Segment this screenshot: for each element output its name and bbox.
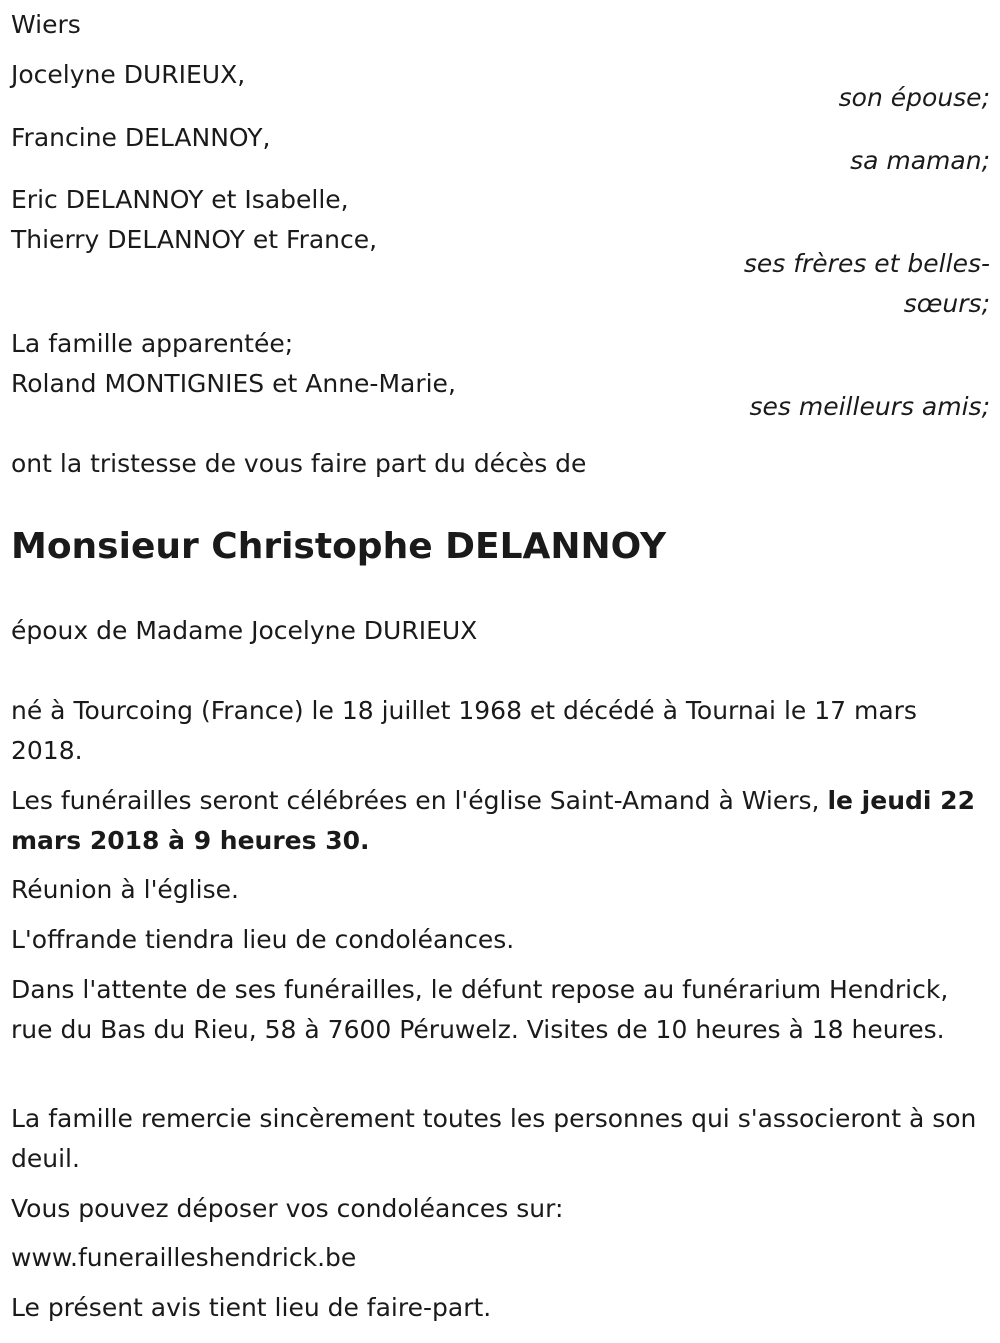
spouse-name: Jocelyne DURIEUX, [11, 60, 246, 89]
wake-info: Dans l'attente de ses funérailles, le défunt repose au funérarium Hendrick, rue du Bas du Rieu, 58 à 7600 Péruwelz. Visites de 10 heures à 18 heures. [11, 975, 949, 1044]
funeral-text: Les funérailles seront célébrées en l'église Saint-Amand à Wiers, [11, 786, 828, 815]
funeral-info [11, 781, 991, 861]
meeting-info: Réunion à l'église. [11, 875, 239, 904]
spouse-role: son épouse; [838, 83, 990, 112]
announcement-intro: ont la tristesse de vous faire part du décès de [11, 449, 587, 478]
birth-death-info: né à Tourcoing (France) le 18 juillet 1968 et décédé à Tournai le 17 mars 2018. [11, 696, 917, 765]
siblings-role-line-2: sœurs; [903, 289, 990, 318]
friends-name: Roland MONTIGNIES et Anne-Marie, [11, 369, 456, 398]
sibling-1: Eric DELANNOY et Isabelle, [11, 185, 349, 214]
offering-info: L'offrande tiendra lieu de condoléances. [11, 925, 515, 954]
place-heading: Wiers [11, 10, 81, 39]
thanks-info: La famille remercie sincèrement toutes les personnes qui s'associeront à son deuil. [11, 1104, 977, 1173]
funeral-date: le jeudi 22 mars 2018 à 9 heures 30. [11, 786, 975, 855]
sibling-2: Thierry DELANNOY et France, [11, 225, 378, 254]
website-link[interactable]: www.funerailleshendrick.be [11, 1243, 357, 1272]
spouse-of: époux de Madame Jocelyne DURIEUX [11, 616, 478, 645]
related-family: La famille apparentée; [11, 329, 294, 358]
deceased-name: Monsieur Christophe DELANNOY [11, 526, 667, 567]
siblings-role-line-1: ses frères et belles- [743, 249, 990, 278]
condolences-prompt: Vous pouvez déposer vos condoléances sur: [11, 1194, 564, 1223]
mother-role: sa maman; [850, 146, 990, 175]
closing-note: Le présent avis tient lieu de faire-part. [11, 1293, 492, 1322]
friends-role: ses meilleurs amis; [749, 392, 990, 421]
mother-name: Francine DELANNOY, [11, 123, 271, 152]
